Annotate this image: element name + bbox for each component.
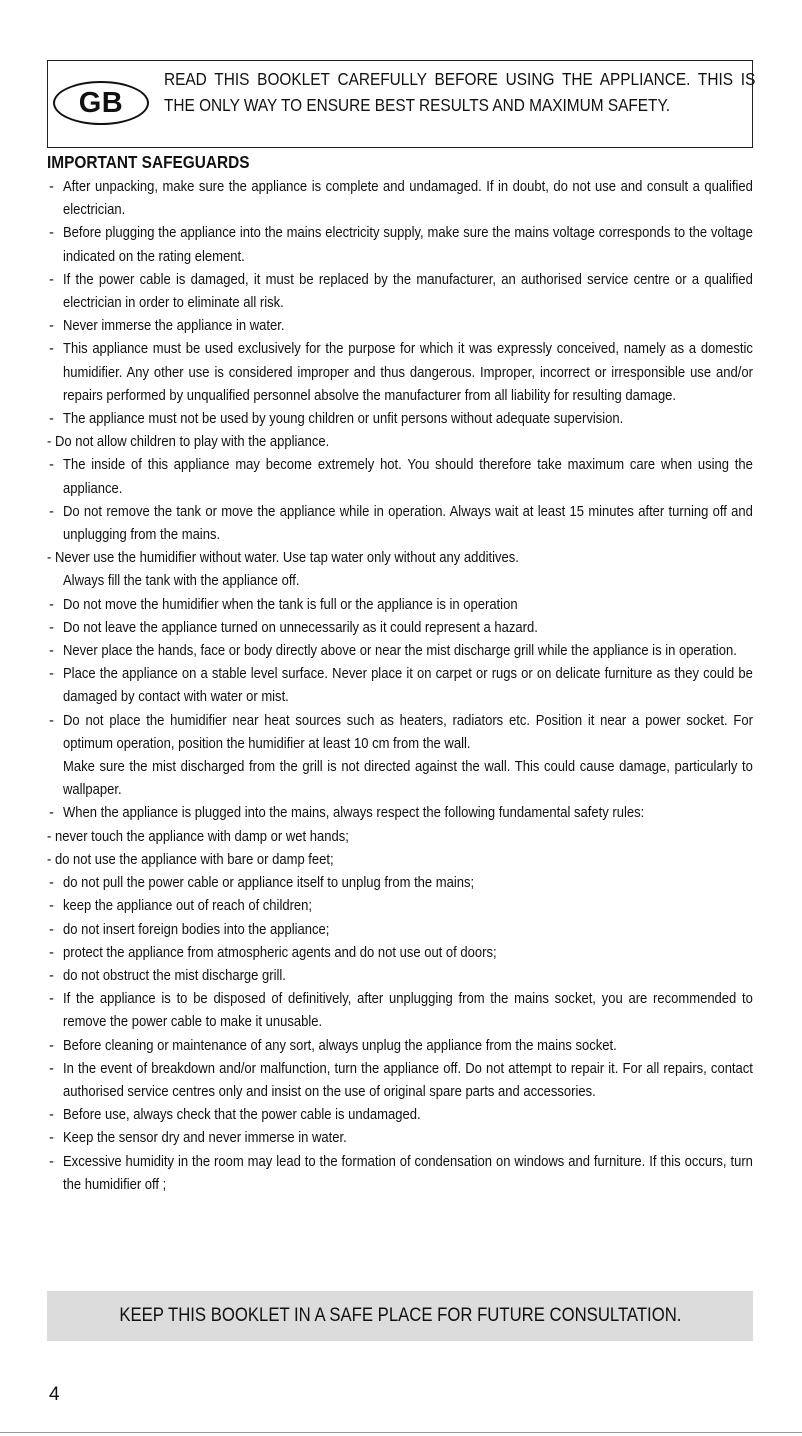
list-item: - Do not move the humidifier when the tank is full or the appliance is in operation	[47, 594, 753, 617]
list-item: - do not obstruct the mist discharge grill.	[47, 965, 753, 988]
page-bottom-rule	[0, 1432, 802, 1433]
header-notice-text: READ THIS BOOKLET CAREFULLY BEFORE USING THE APPLIANCE. THIS IS THE ONLY WAY TO ENSURE BEST RESULTS AND MAXIMUM SAFETY.	[164, 69, 756, 115]
header-notice-box	[47, 60, 756, 148]
list-item: - Excessive humidity in the room may lead to the formation of condensation on windows and furniture. If this occurs, turn the humidifier off ;	[47, 1151, 753, 1197]
list-item: - Never immerse the appliance in water.	[47, 315, 753, 338]
list-item: - If the power cable is damaged, it must be replaced by the manufacturer, an authorised service centre or a qualified electrician in order to eliminate all risk.	[47, 269, 753, 315]
footer-notice-text: KEEP THIS BOOKLET IN A SAFE PLACE FOR FUTURE CONSULTATION.	[118, 1305, 682, 1326]
list-item: - Do not place the humidifier near heat sources such as heaters, radiators etc. Position it near a power socket. For optimum operation, position the humidifier at least 10 cm from the wall.	[47, 710, 753, 756]
list-item: - keep the appliance out of reach of children;	[47, 895, 753, 918]
list-item: - protect the appliance from atmospheric agents and do not use out of doors;	[47, 942, 753, 965]
list-item: - If the appliance is to be disposed of definitively, after unplugging from the mains socket, you are recommended to remove the power cable to make it unusable.	[47, 988, 753, 1034]
section-title: IMPORTANT SAFEGUARDS	[47, 152, 250, 172]
list-item: Make sure the mist discharged from the grill is not directed against the wall. This could cause damage, particularly to wallpaper.	[63, 759, 753, 799]
list-item: - Do not leave the appliance turned on unnecessarily as it could represent a hazard.	[47, 617, 753, 640]
footer-notice-bar	[47, 1291, 753, 1341]
list-item: - Do not remove the tank or move the appliance while in operation. Always wait at least 15 minutes after turning off and unplugging from the mains.	[47, 501, 753, 547]
list-item: - This appliance must be used exclusively for the purpose for which it was expressly conceived, namely as a domestic humidifier. Any other use is considered improper and thus dangerous. Improper, incorrect or irresponsible use and/or repairs performed by unqualified personnel absolve the manufacturer from all liability for resulting damage.	[47, 338, 753, 408]
list-item: - do not use the appliance with bare or damp feet;	[47, 851, 334, 868]
list-item: - do not pull the power cable or appliance itself to unplug from the mains;	[47, 872, 753, 895]
list-item: - do not insert foreign bodies into the appliance;	[47, 919, 753, 942]
list-item: - Never place the hands, face or body directly above or near the mist discharge grill while the appliance is in operation.	[47, 640, 753, 663]
list-item: - In the event of breakdown and/or malfunction, turn the appliance off. Do not attempt to repair it. For all repairs, contact authorised service centres only and insist on the use of original spare parts and accessories.	[47, 1058, 753, 1104]
list-item: - When the appliance is plugged into the mains, always respect the following fundamental safety rules:	[47, 802, 753, 825]
list-item: - The appliance must not be used by young children or unfit persons without adequate supervision.	[47, 408, 753, 431]
page-number: 4	[49, 1384, 60, 1405]
list-item: - never touch the appliance with damp or wet hands;	[47, 828, 349, 845]
list-item: - Do not allow children to play with the appliance.	[47, 434, 330, 451]
safeguards-list	[47, 176, 753, 1197]
list-item: - Keep the sensor dry and never immerse in water.	[47, 1127, 753, 1150]
list-item: - Place the appliance on a stable level surface. Never place it on carpet or rugs or on delicate furniture as they could be damaged by contact with water or mist.	[47, 663, 753, 709]
list-item: Always fill the tank with the appliance off.	[63, 573, 300, 590]
list-item: - Never use the humidifier without water. Use tap water only without any additives.	[47, 550, 519, 567]
list-item: - Before cleaning or maintenance of any sort, always unplug the appliance from the mains socket.	[47, 1035, 753, 1058]
language-badge: GB	[53, 81, 149, 125]
list-item: - The inside of this appliance may become extremely hot. You should therefore take maximum care when using the appliance.	[47, 454, 753, 500]
list-item: - After unpacking, make sure the appliance is complete and undamaged. If in doubt, do not use and consult a qualified electrician.	[47, 176, 753, 222]
list-item: - Before plugging the appliance into the mains electricity supply, make sure the mains voltage corresponds to the voltage indicated on the rating element.	[47, 222, 753, 268]
list-item: - Before use, always check that the power cable is undamaged.	[47, 1104, 753, 1127]
